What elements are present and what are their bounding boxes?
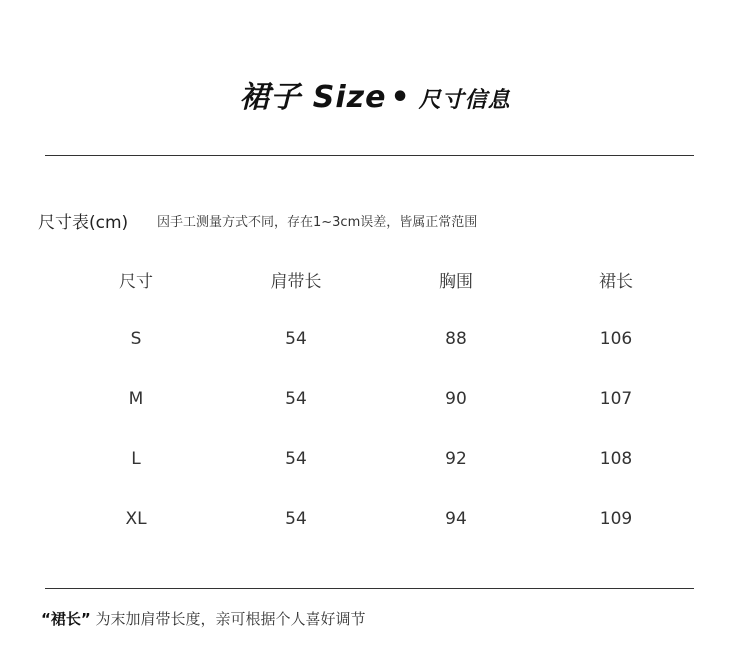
table-row [56, 489, 696, 549]
cell-bust: 90 [445, 389, 467, 409]
table-row [56, 309, 696, 369]
footnote-text: 为末加肩带长度，亲可根据个人喜好调节 [95, 610, 366, 628]
header-skirt-length: 裙长 [599, 271, 633, 292]
cell-size: S [130, 329, 142, 349]
cell-skirt-length: 109 [599, 509, 633, 529]
cell-skirt-length: 106 [599, 329, 633, 349]
table-label: 尺寸表(cm) [38, 213, 129, 233]
cell-strap-length: 54 [285, 389, 307, 409]
cell-strap-length: 54 [285, 449, 307, 469]
header-size: 尺寸 [119, 271, 153, 292]
table-row [56, 369, 696, 429]
cell-skirt-length: 108 [599, 449, 633, 469]
table-row [56, 429, 696, 489]
title-dot: • [390, 80, 411, 115]
top-divider [45, 155, 694, 156]
cell-bust: 94 [445, 509, 467, 529]
table-header-row [56, 249, 696, 309]
cell-strap-length: 54 [285, 509, 307, 529]
footnote [41, 608, 366, 629]
size-table [56, 249, 696, 549]
title-main: 裙子 Size [239, 80, 387, 115]
header-bust: 胸围 [439, 271, 473, 292]
cell-size: L [131, 449, 141, 469]
cell-bust: 92 [445, 449, 467, 469]
cell-strap-length: 54 [285, 329, 307, 349]
table-note: 因手工测量方式不同，存在1~3cm误差，皆属正常范围 [157, 215, 478, 230]
bottom-divider [45, 588, 694, 589]
page-title [0, 72, 750, 116]
cell-bust: 88 [445, 329, 467, 349]
cell-skirt-length: 107 [599, 389, 633, 409]
cell-size: XL [125, 509, 147, 529]
footnote-emphasis: “裙长” [41, 610, 91, 628]
header-strap-length: 肩带长 [270, 271, 322, 292]
title-sub: 尺寸信息 [418, 88, 511, 113]
cell-size: M [128, 389, 144, 409]
